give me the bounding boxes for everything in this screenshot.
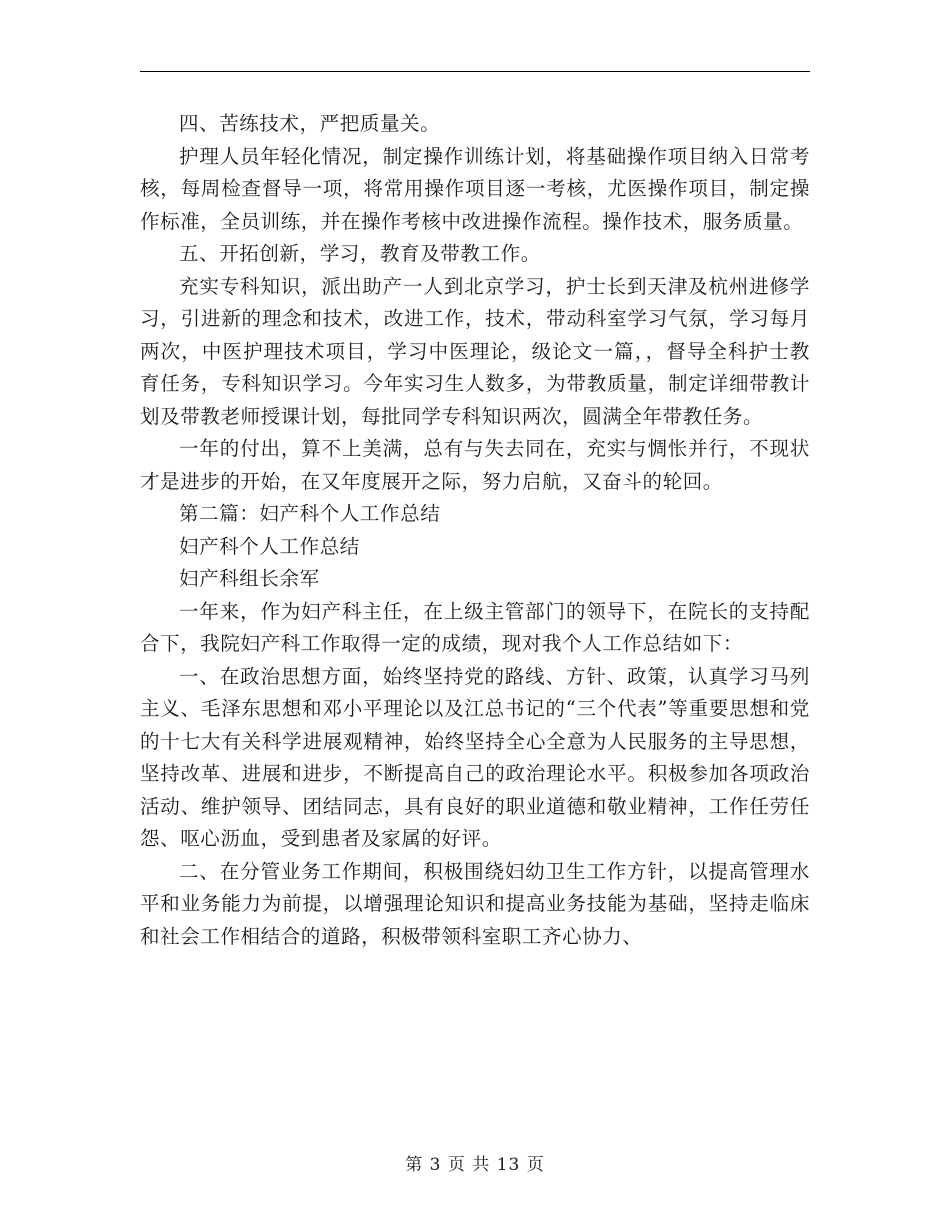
- footer-suffix: 页: [526, 1155, 545, 1175]
- paragraph-business: 二、在分管业务工作期间，积极围绕妇幼卫生工作方针，以提高管理水平和业务能力为前提，以增强理论知识和提高业务技能为基础，坚持走临床和社会工作相结合的道路，积极带领科室职工齐心协力、: [140, 859, 810, 948]
- header-rule: [140, 71, 810, 72]
- page-number: 3: [429, 1155, 442, 1175]
- paragraph-training: 护理人员年轻化情况，制定操作训练计划，将基础操作项目纳入日常考核，每周检查督导一项，将常用操作项目逐一考核，尤医操作项目，制定操作标准，全员训练，并在操作考核中改进操作流程。操作技术，服务质量。: [140, 144, 810, 233]
- paragraph-education: 充实专科知识，派出助产一人到北京学习，护士长到天津及杭州进修学习，引进新的理念和技术，改进工作，技术，带动科室学习气氛，学习每月两次，中医护理技术项目，学习中医理论，级论文一篇，，督导全科护士教育任务，专科知识学习。今年实习生人数多，为带教质量，制定详细带教计划及带教老师授课计划，每批同学专科知识两次，圆满全年带教任务。: [140, 274, 810, 428]
- chapter-title: 第二篇：妇产科个人工作总结: [179, 502, 441, 525]
- paragraph-conclusion: 一年的付出，算不上美满，总有与失去同在，充实与惆怅并行，不现状才是进步的开始，在又年度展开之际，努力启航，又奋斗的轮回。: [140, 437, 810, 493]
- footer-middle: 页 共: [447, 1155, 491, 1175]
- section-heading-4: 四、苦练技术，严把质量关。: [179, 112, 441, 135]
- document-body: [140, 108, 810, 953]
- footer-prefix: 第: [405, 1155, 424, 1175]
- paragraph-intro: 一年来，作为妇产科主任，在上级主管部门的领导下，在院长的支持配合下，我院妇产科工作取得一定的成绩，现对我个人工作总结如下：: [140, 599, 810, 655]
- page-footer: [0, 1150, 950, 1175]
- section-heading-5: 五、开拓创新，学习，教育及带教工作。: [179, 242, 541, 265]
- document-title: 妇产科个人工作总结: [179, 534, 360, 558]
- page-total: 13: [496, 1155, 521, 1175]
- paragraph-politics: 一、在政治思想方面，始终坚持党的路线、方针、政策，认真学习马列主义、毛泽东思想和邓小平理论以及江总书记的“三个代表”等重要思想和党的十七大有关科学进展观精神，始终坚持全心全意为人民服务的主导思想，坚持改革、进展和进步，不断提高自己的政治理论水平。积极参加各项政治活动、维护领导、团结同志，具有良好的职业道德和敬业精神，工作任劳任怨、呕心沥血，受到患者及家属的好评。: [140, 664, 810, 850]
- author-line: 妇产科组长余军: [179, 567, 320, 590]
